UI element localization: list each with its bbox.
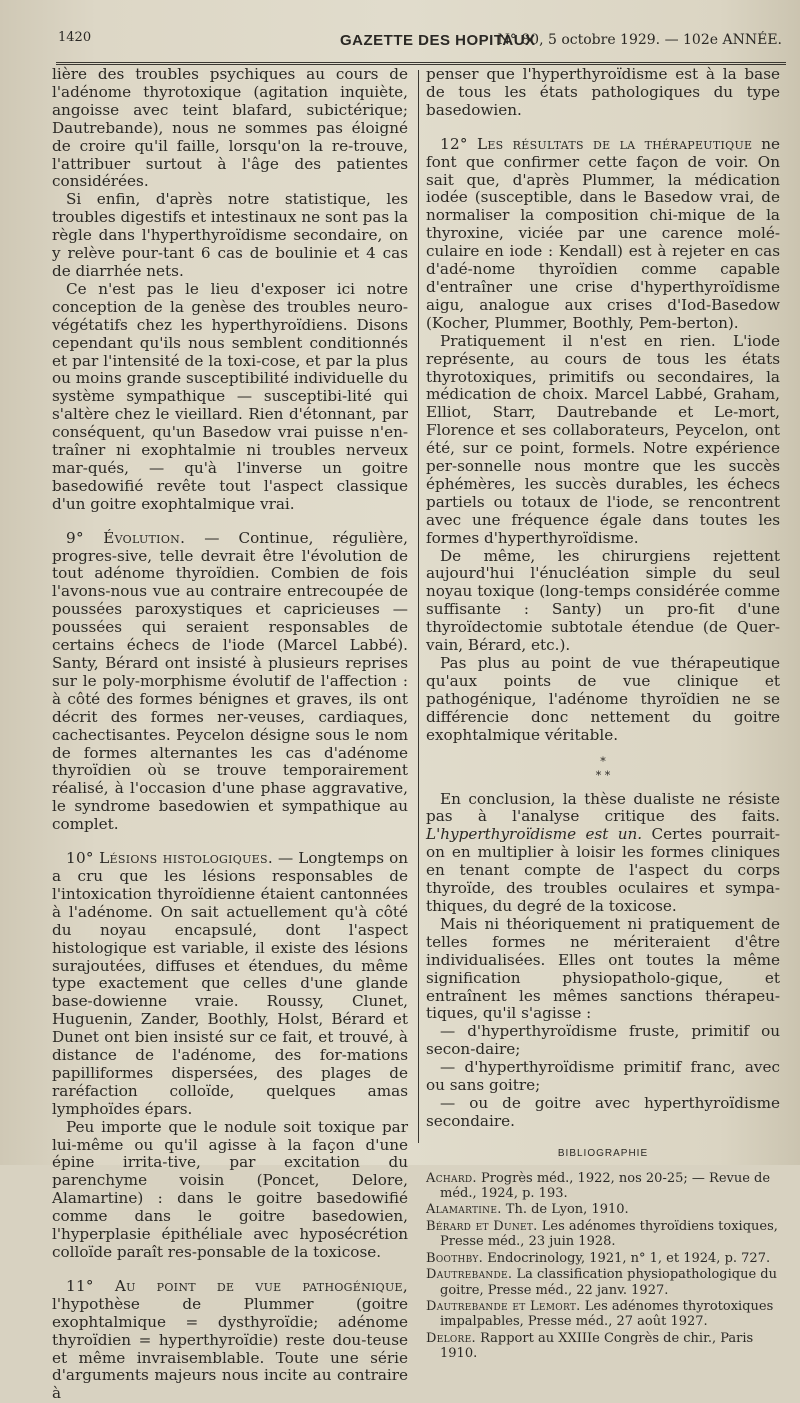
reference-text: Progrès méd., 1922, nos 20-25; — Revue de méd., 1924, p. 193. [440,1170,771,1202]
paragraph-text: ne font que confirmer cette façon de voir. On sait que, d'après Plummer, la médication iodée (susceptible, dans le Basedow vrai, de normaliser la composition chi-mique de la thyroxine, viciée par une carence molé-culaire en iode : Kendall) est à rejeter en cas d'adé-nome thyroïdien comme capable d'entraîner une crise d'hyperthyroïdisme aigu, analogue aux crises d'Iod-Basedow (Kocher, Plummer, Boothly, Pem-berton). [426,134,780,332]
left-column [52,66,408,1403]
reference-text: Les adénomes thyroïdiens toxiques, Presse méd., 23 juin 1928. [440,1218,778,1250]
section-lesions [52,850,408,1119]
paragraph: penser que l'hyperthyroïdisme est à la base de tous les états pathologiques du type basedowien. [426,65,780,119]
author-name: Dautrebande et Lemort. [426,1298,581,1314]
issue-date: N° 80, 5 octobre 1929. — 102e ANNÉE. [497,32,782,48]
author-name: Bérard et Dunet. [426,1218,538,1234]
reference-text: La classification physiopathologique du goitre, Presse méd., 22 janv. 1927. [440,1267,777,1298]
bibliography-entry [426,1267,780,1298]
paragraph-text: — Continue, régulière, progres-sive, telle devrait être l'évolution de tout adénome thyroïdien. Combien de fois l'avons-nous vue au contraire entrecoupée de poussées paroxystiques et capricieuses — poussées qui seraient responsables de certains échecs de l'iode (Marcel Labbé). Santy, Bérard ont insisté à plusieurs reprises sur le poly-morphisme évolutif de l'affection : à côté des formes bénignes et graves, ils ont décrit des formes ner-veuses, cardiaques, cachectisantes. Peycelon désigne sous le nom de formes alternantes les cas d'adénome thyroïdien où se trouve temporairement réalisé, à l'occasion d'une phase aggravative, le syndrome basedowien et sympathique au complet. [52,528,408,834]
section-heading: 12° Les résultats de la thérapeutique [440,134,753,153]
paragraph-text: — Longtemps on a cru que les lésions responsables de l'intoxication thyroïdienne étaient cantonnées à l'adénome. On sait actuellement qu'à côté du noyau encapsulé, dont l'aspect histologique est variable, il existe des lésions surajoutées, diffuses et étendues, du même type exactement que celles d'une glande base-dowienne vraie. Roussy, Clunet, Huguenin, Zander, Boothly, Holst, Bérard et Dunet ont bien insisté sur ce fait, et trouvé, à distance de l'adénome, des for-mations papilliformes dispersées, des plages de raréfaction colloïde, quelques amas lymphoïdes épars. [52,849,409,1118]
paragraph-text: l'hypothèse de Plummer (goitre exophtalmique = dysthyroïdie; adénome thyroïdien = hyperthyroïdie) reste dou-teuse et même invraisemblable. Toute une série d'arguments majeurs nous incite au contraire à [52,1294,408,1403]
bibliography-entry [426,1171,780,1202]
paragraph: Ce n'est pas le lieu d'exposer ici notre conception de la genèse des troubles neuro-végétatifs chez les hyperthyroïdiens. Disons cependant qu'ils nous semblent conditionnés et par l'intensité de la toxi-cose, et par la plus ou moins grande susceptibilité individuelle du système sympathique — susceptibi-lité qui s'altère chez le vieillard. Rien d'étonnant, par conséquent, qu'un Basedow vrai puisse n'en-traîner ni exophtalmie ni troubles nerveux mar-qués, — qu'à l'inverse un goitre basedowifié revête tout l'aspect classique d'un goitre exophtalmique vrai. [52,279,408,513]
section-pathogenie [52,1278,408,1403]
bibliography-entry [426,1331,780,1362]
section-divider-stars: * * * [595,754,611,782]
author-name: Delore. [426,1330,476,1346]
author-name: Achard. [426,1170,477,1186]
reference-text: Endocrinology, 1921, n° 1, et 1924, p. 727. [483,1250,771,1266]
list-item: — d'hyperthyroïdisme fruste, primitif ou secon-daire; [426,1022,780,1059]
section-heading: 11° Au point de vue pathogénique, [66,1276,408,1295]
reference-text: Les adénomes thyrotoxiques impalpables, Presse méd., 27 août 1927. [440,1298,774,1330]
section-evolution [52,530,408,834]
bibliography-entry [426,1219,780,1250]
section-heading: 10° Lésions histologiques. [66,849,273,868]
section-therapeutique [426,136,780,333]
author-name: Dautrebande. [426,1267,513,1283]
bibliography-entry [426,1299,780,1330]
author-name: Alamartine. [426,1202,502,1218]
paragraph: Peu importe que le nodule soit toxique par lui-même ou qu'il agisse à la façon d'une épine irrita-tive, par excitation du parenchyme voisin (Poncet, Delore, Alamartine) : dans le goitre basedowifié comme dans le goitre basedowien, l'hyperplasie épithéliale avec hyposécrétion colloïde paraît res-ponsable de la toxicose. [52,1117,408,1261]
section-heading: 9° Évolution. [66,528,186,547]
bibliography-list [426,1171,780,1362]
paragraph: Pas plus au point de vue thérapeutique qu'aux points de vue clinique et pathogénique, l'adénome thyroïdien ne se différencie donc nettement du goitre exophtalmique véritable. [426,654,780,744]
bibliography-entry [426,1202,780,1217]
reference-text: Rapport au XXIIIe Congrès de chir., Paris 1910. [440,1330,754,1362]
bibliography-entry [426,1251,780,1266]
bibliography-title: BIBLIOGRAPHIE [557,1147,649,1159]
paragraph-text: Certes pourrait-on en multiplier à loisir les formes cliniques en tenant compte de l'aspect du corps thyroïde, des troubles oculaires et sympa-thiques, du degré de la toxicose. [426,825,780,915]
paragraph: Pratiquement il n'est en rien. L'iode représente, au cours de tous les états thyrotoxiques, primitifs ou secondaires, la médication de choix. Marcel Labbé, Graham, Elliot, Starr, Dautrebande et Le-mort, Florence et ses collaborateurs, Peycelon, ont été, sur ce point, formels. Notre expérience per-sonnelle nous montre que les succès éphémères, les succès durables, les échecs partiels ou totaux de l'iode, se rencontrent avec une fréquence égale dans toutes les formes d'hyperthyroïdisme. [426,331,780,547]
paragraph: De même, les chirurgiens rejettent aujourd'hui l'énucléation simple du seul noyau toxique (long-temps considérée comme suffisante : Santy) un pro-fit d'une thyroïdectomie subtotale étendue (de Quer-vain, Bérard, etc.). [426,546,780,655]
paragraph: Mais ni théoriquement ni pratiquement de telles formes ne mériteraient d'être individualisées. Elles ont toutes la même signification physiopatholo-gique, et entraînent les mêmes sanctions thérapeu-tiques, qu'il s'agisse : [426,914,780,1023]
conclusion-paragraph [426,791,780,916]
paragraph: Si enfin, d'après notre statistique, les troubles digestifs et intestinaux ne sont pas la règle dans l'hyperthyroïdisme secondaire, on y relève pour-tant 6 cas de boulinie et 4 cas de diarrhée nets. [52,190,408,280]
list-item: — ou de goitre avec hyperthyroïdisme secondaire. [426,1093,780,1130]
right-column [426,66,780,1363]
page-number: 1420 [58,30,92,45]
list-item: — d'hyperthyroïdisme primitif franc, avec ou sans goitre; [426,1058,780,1095]
paragraph: lière des troubles psychiques au cours de l'adénome thyrotoxique (agitation inquiète, angoisse avec teint blafard, subictérique; Dautrebande), nous ne sommes pas éloigné de croire qu'il faille, lorsqu'on la re-trouve, l'attribuer surtout à l'âge des patientes considérées. [52,65,408,191]
paragraph-text: En conclusion, la thèse dualiste ne résiste pas à l'analyse critique des faits. [426,789,780,826]
author-name: Boothby. [426,1250,484,1266]
reference-text: Th. de Lyon, 1910. [501,1202,629,1218]
running-header [58,30,782,56]
column-separator [418,70,419,1143]
journal-title: GAZETTE DES HOPITAUX [340,32,536,49]
emphasis-text: L'hyperthyroïdisme est un. [426,825,643,844]
